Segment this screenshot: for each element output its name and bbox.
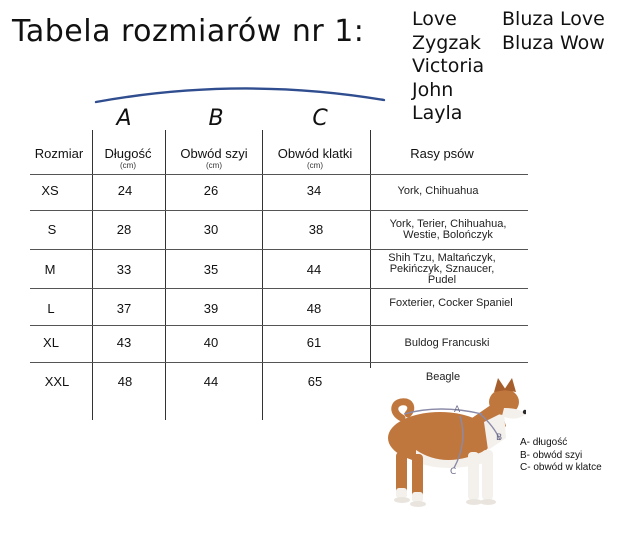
size-cell: S bbox=[47, 222, 57, 237]
neck-cell: 39 bbox=[203, 301, 219, 316]
chest-cell: 65 bbox=[307, 374, 323, 389]
neck-cell: 35 bbox=[203, 262, 219, 277]
length-cell: 24 bbox=[117, 183, 133, 198]
dog-illustration bbox=[376, 378, 526, 513]
model-name: Zygzak bbox=[412, 31, 481, 54]
column-letter-b: B bbox=[208, 106, 224, 131]
model-name: Love bbox=[412, 8, 457, 30]
header-size: Rozmiar bbox=[34, 146, 84, 161]
column-letter-a: A bbox=[116, 106, 132, 131]
chest-cell: 44 bbox=[306, 262, 322, 277]
row-divider bbox=[30, 325, 528, 326]
legend-item: C- obwód w klatce bbox=[520, 462, 602, 473]
neck-cell: 40 bbox=[203, 335, 219, 350]
model-name: Bluza Love bbox=[502, 8, 605, 30]
unit-label: (cm) bbox=[120, 161, 136, 170]
unit-label: (cm) bbox=[306, 161, 323, 170]
neck-cell: 44 bbox=[203, 374, 219, 389]
header-chest: Obwód klatki (cm) bbox=[277, 146, 353, 170]
model-name: Bluza Wow bbox=[502, 31, 605, 54]
length-cell: 28 bbox=[116, 222, 132, 237]
size-cell: XXL bbox=[44, 374, 70, 389]
legend-item: A- długość bbox=[520, 437, 568, 448]
diagram-label-c: C bbox=[450, 467, 457, 477]
breeds-cell: Shih Tzu, Maltańczyk, Pekińczyk, Sznaucer, Pudel bbox=[388, 252, 496, 286]
row-divider bbox=[30, 249, 528, 250]
length-cell: 48 bbox=[117, 374, 133, 389]
header-length: Długość (cm) bbox=[104, 146, 152, 170]
column-letter-c: C bbox=[312, 106, 328, 131]
measurement-legend bbox=[520, 437, 602, 475]
size-cell: XS bbox=[41, 183, 59, 198]
neck-cell: 30 bbox=[203, 222, 219, 237]
header-breeds: Rasy psów bbox=[410, 146, 474, 161]
row-divider bbox=[30, 210, 528, 211]
chest-cell: 34 bbox=[306, 183, 322, 198]
breeds-cell: Beagle bbox=[425, 371, 461, 383]
model-name: John bbox=[412, 78, 454, 101]
breeds-cell: Foxterier, Cocker Spaniel bbox=[389, 297, 513, 309]
breeds-cell: York, Terier, Chihuahua, Westie, Bolończyk bbox=[389, 218, 507, 241]
size-cell: L bbox=[47, 301, 55, 316]
chest-cell: 38 bbox=[308, 222, 324, 237]
diagram-label-a: A bbox=[454, 405, 461, 415]
page-title: Tabela rozmiarów nr 1: bbox=[12, 14, 365, 49]
model-name: Victoria bbox=[412, 55, 485, 77]
header-neck: Obwód szyi (cm) bbox=[180, 146, 248, 170]
length-cell: 43 bbox=[116, 335, 132, 350]
breeds-cell: Buldog Francuski bbox=[404, 337, 490, 349]
model-list-left bbox=[412, 8, 484, 126]
legend-item: B- obwód szyi bbox=[520, 449, 583, 461]
row-divider bbox=[30, 288, 528, 289]
model-name: Layla bbox=[412, 102, 463, 124]
model-list-right bbox=[502, 8, 605, 55]
size-cell: M bbox=[44, 262, 56, 277]
chest-cell: 48 bbox=[306, 301, 322, 316]
length-cell: 37 bbox=[116, 301, 132, 316]
row-divider bbox=[30, 362, 528, 363]
breeds-cell: York, Chihuahua bbox=[397, 185, 479, 197]
length-cell: 33 bbox=[116, 262, 132, 277]
neck-cell: 26 bbox=[203, 183, 219, 198]
decorative-arc bbox=[90, 82, 390, 106]
diagram-label-b: B bbox=[496, 433, 503, 443]
chest-cell: 61 bbox=[306, 335, 322, 350]
row-divider bbox=[30, 174, 528, 175]
size-cell: XL bbox=[43, 335, 59, 350]
unit-label: (cm) bbox=[205, 161, 222, 170]
